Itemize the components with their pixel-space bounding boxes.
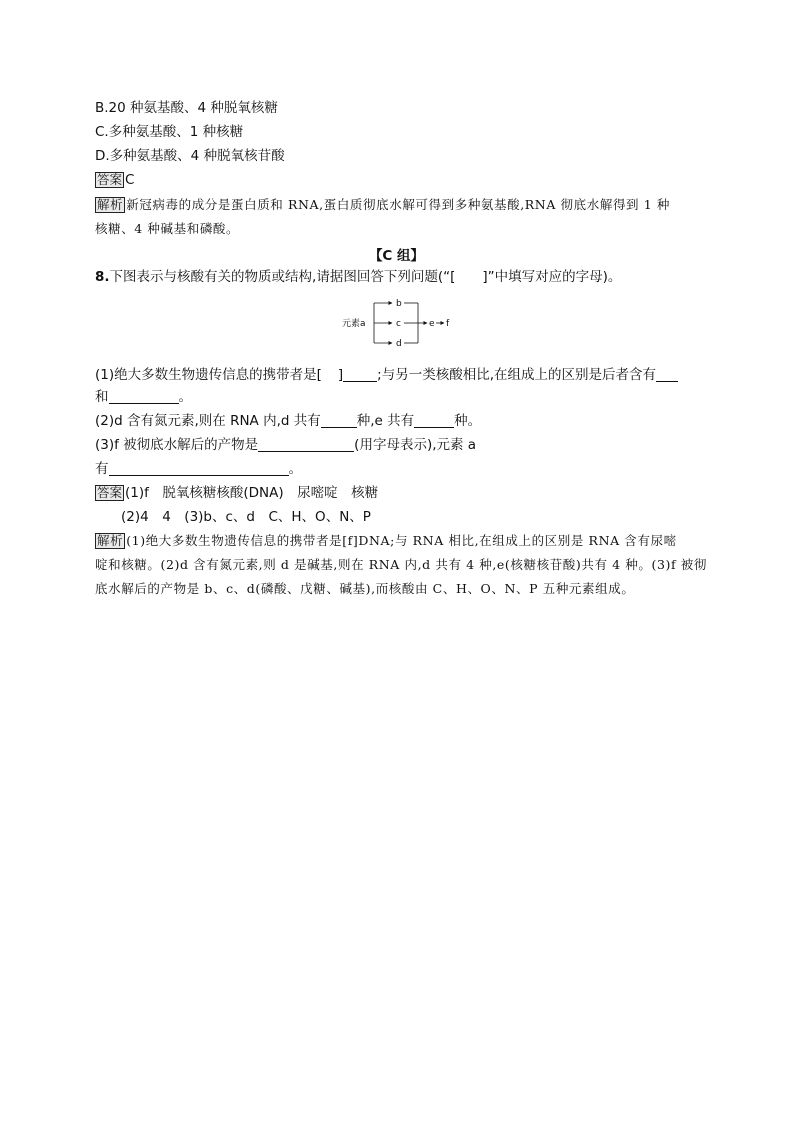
diagram-c: c xyxy=(396,319,401,329)
diagram-d: d xyxy=(396,339,402,349)
part2-text-c: 种。 xyxy=(454,413,482,429)
answer-blank[interactable] xyxy=(109,461,289,476)
q8-analysis-line-1 xyxy=(95,532,677,550)
option-c: C.多种氨基酸、1 种核糖 xyxy=(95,124,244,140)
q8-part1-line-1 xyxy=(95,366,678,384)
part1-text-d: 和 xyxy=(95,389,109,405)
part3-text-a: (3)f 被彻底水解后的产物是 xyxy=(95,437,259,453)
option-d: D.多种氨基酸、4 种脱氧核苷酸 xyxy=(95,148,285,164)
group-heading: 【C 组】 xyxy=(368,248,425,264)
option-b: B.20 种氨基酸、4 种脱氧核糖 xyxy=(95,100,278,116)
q8-part1-line-2 xyxy=(95,388,192,406)
q8-answer-line-1 xyxy=(95,484,378,502)
analysis-text: 新冠病毒的成分是蛋白质和 RNA,蛋白质彻底水解可得到多种氨基酸,RNA 彻底水解得到 1 种 xyxy=(126,197,670,212)
part3-text-b: (用字母表示),元素 a xyxy=(354,437,477,453)
nucleic-acid-diagram xyxy=(338,296,458,350)
diagram-start-label: 元素a xyxy=(342,319,366,329)
part2-text-a: (2)d 含有氮元素,则在 RNA 内,d 共有 xyxy=(95,413,321,429)
question-number: 8. xyxy=(95,269,110,285)
q8-analysis-line-2: 啶和核糖。(2)d 含有氮元素,则 d 是碱基,则在 RNA 内,d 共有 4 种,e(核糖核苷酸)共有 4 种。(3)f 被彻 xyxy=(95,557,707,572)
part3-text-c: 有 xyxy=(95,461,109,477)
answer-tag: 答案 xyxy=(97,485,123,500)
answer-blank[interactable] xyxy=(258,437,354,452)
part1-text-e: 。 xyxy=(178,389,192,405)
q8-analysis-line-3: 底水解后的产物是 b、c、d(磷酸、戊糖、碱基),而核酸由 C、H、O、N、P 五种元素组成。 xyxy=(95,581,635,596)
analysis-tag: 解析 xyxy=(97,533,124,548)
q8-answer-line-2: (2)4 4 (3)b、c、d C、H、O、N、P xyxy=(121,509,371,525)
answer-blank[interactable] xyxy=(321,413,357,428)
diagram-b: b xyxy=(396,299,402,309)
answer-text: C xyxy=(125,172,135,188)
diagram-f: f xyxy=(446,319,450,329)
part1-text-b: ] xyxy=(337,367,344,383)
q8-part3-line-1 xyxy=(95,436,476,454)
diagram-e: e xyxy=(429,319,435,329)
q8-stem xyxy=(95,268,621,286)
q7-analysis-line-1 xyxy=(95,196,670,214)
analysis-text: (1)绝大多数生物遗传信息的携带者是[f]DNA;与 RNA 相比,在组成上的区别是 RNA 含有尿嘧 xyxy=(126,533,677,548)
part1-text-c: ;与另一类核酸相比,在组成上的区别是后者含有 xyxy=(377,367,657,383)
answer-tag: 答案 xyxy=(97,172,123,187)
question-stem: 下图表示与核酸有关的物质或结构,请据图回答下列问题(“[ ]”中填写对应的字母)。 xyxy=(109,269,622,285)
answer-blank[interactable] xyxy=(656,367,678,382)
bracket-blank[interactable] xyxy=(322,368,338,382)
part3-text-d: 。 xyxy=(288,461,302,477)
answer-blank[interactable] xyxy=(414,413,454,428)
q8-part3-line-2 xyxy=(95,460,302,478)
answer-blank[interactable] xyxy=(109,389,179,404)
part1-text-a: (1)绝大多数生物遗传信息的携带者是[ xyxy=(95,367,322,383)
q8-part2 xyxy=(95,412,481,430)
q7-analysis-line-2: 核糖、4 种碱基和磷酸。 xyxy=(95,221,240,236)
answer-blank[interactable] xyxy=(343,367,377,382)
part2-text-b: 种,e 共有 xyxy=(356,413,415,429)
answer-text: (1)f 脱氧核糖核酸(DNA) 尿嘧啶 核糖 xyxy=(125,485,379,501)
q7-answer xyxy=(95,171,134,189)
analysis-tag: 解析 xyxy=(97,197,124,212)
